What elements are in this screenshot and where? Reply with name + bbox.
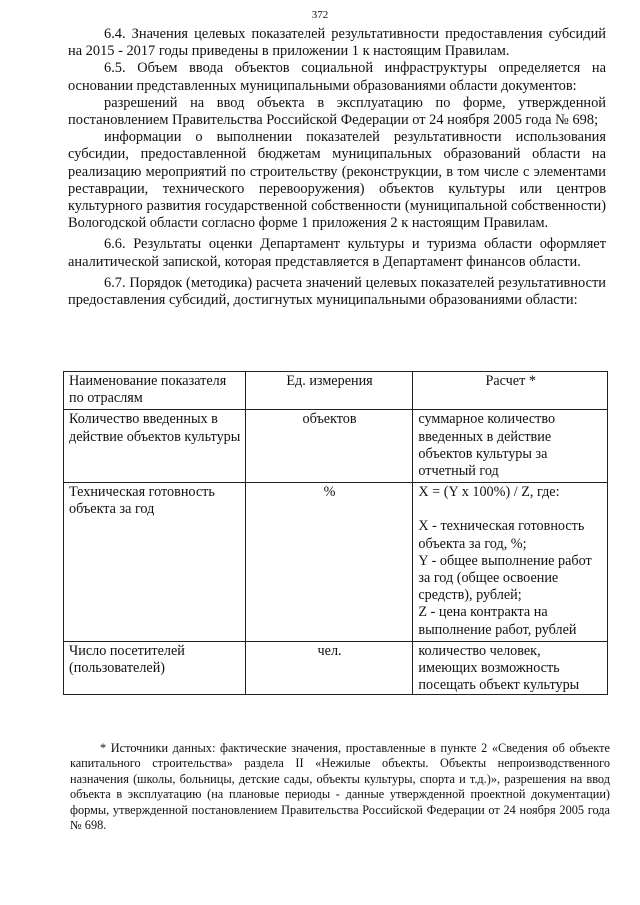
row-name: Количество введенных в действие объектов культуры xyxy=(64,410,246,483)
row-calc xyxy=(413,483,608,642)
calc-formula: X = (Y x 100%) / Z, где: xyxy=(418,484,560,501)
paragraph-information: информации о выполнении показателей результативности использования субсидии, предоставленной бюджетам муниципальных образований области на реализацию мероприятий по строительству (реконструкции, в том числе с элементами реставрации, технического перевооружения) объектов культуры или центров культурного развития государственной собственности (муниципальной собственности) Вологодской области согласно форме 1 приложения 2 к настоящим Правилам. xyxy=(68,129,606,232)
page-number: 372 xyxy=(311,9,329,21)
paragraph-permits: разрешений на ввод объекта в эксплуатацию по форме, утвержденной постановлением Правительства Российской Федерации от 24 ноября 2005 года № 698; xyxy=(68,94,606,129)
indicators-table xyxy=(63,371,608,695)
paragraph-6-5: 6.5. Объем ввода объектов социальной инфраструктуры определяется на основании представленных муниципальными образованиями области документов: xyxy=(68,60,606,94)
header-unit: Ед. измерения xyxy=(245,372,413,410)
calc-z-definition: Z - цена контракта на выполнение работ, рублей xyxy=(418,604,577,638)
table-row xyxy=(64,410,608,483)
header-indicator-name: Наименование показателя по отраслям xyxy=(64,372,246,410)
footnote xyxy=(70,741,610,833)
table-row xyxy=(64,641,608,695)
paragraph-6-6: 6.6. Результаты оценки Департамент культуры и туризма области оформляет аналитической запиской, которая представляется в Департамент финансов области. xyxy=(68,236,606,270)
footnote-text: * Источники данных: фактические значения, проставленные в пункте 2 «Сведения об объекте капитального строительства» раздела II «Нежилые объекты. Объекты непроизводственного назначения (школы, больницы, детские сады, объекты культуры, спорта и т.д.)», разрешения на ввод объекта в эксплуатацию (на плановые периоды - данные утвержденной проектной документации) формы, утвержденной постановлением Правительства Российской Федерации от 24 ноября 2005 года № 698. xyxy=(70,741,610,833)
row-calc: количество человек, имеющих возможность посещать объект культуры xyxy=(413,641,608,695)
row-name: Число посетителей (пользователей) xyxy=(64,641,246,695)
row-calc: суммарное количество введенных в действие объектов культуры за отчетный год xyxy=(413,410,608,483)
header-calculation: Расчет * xyxy=(413,372,608,410)
body-text xyxy=(68,26,606,309)
row-unit: объектов xyxy=(245,410,413,483)
row-unit: % xyxy=(245,483,413,642)
row-unit: чел. xyxy=(245,641,413,695)
calc-spacer xyxy=(418,501,603,518)
table-header-row xyxy=(64,372,608,410)
calc-y-definition: Y - общее выполнение работ за год (общее освоение средств), рублей; xyxy=(418,552,592,604)
calc-x-definition: X - техническая готовность объекта за год, %; xyxy=(418,518,585,552)
paragraph-6-7: 6.7. Порядок (методика) расчета значений целевых показателей результативности предоставления субсидий, достигнутых муниципальными образованиями области: xyxy=(68,274,606,309)
table-row xyxy=(64,483,608,642)
paragraph-6-4: 6.4. Значения целевых показателей результативности предоставления субсидий на 2015 - 2017 годы приведены в приложении 1 к настоящим Правилам. xyxy=(68,26,606,60)
row-name: Техническая готовность объекта за год xyxy=(64,483,246,642)
